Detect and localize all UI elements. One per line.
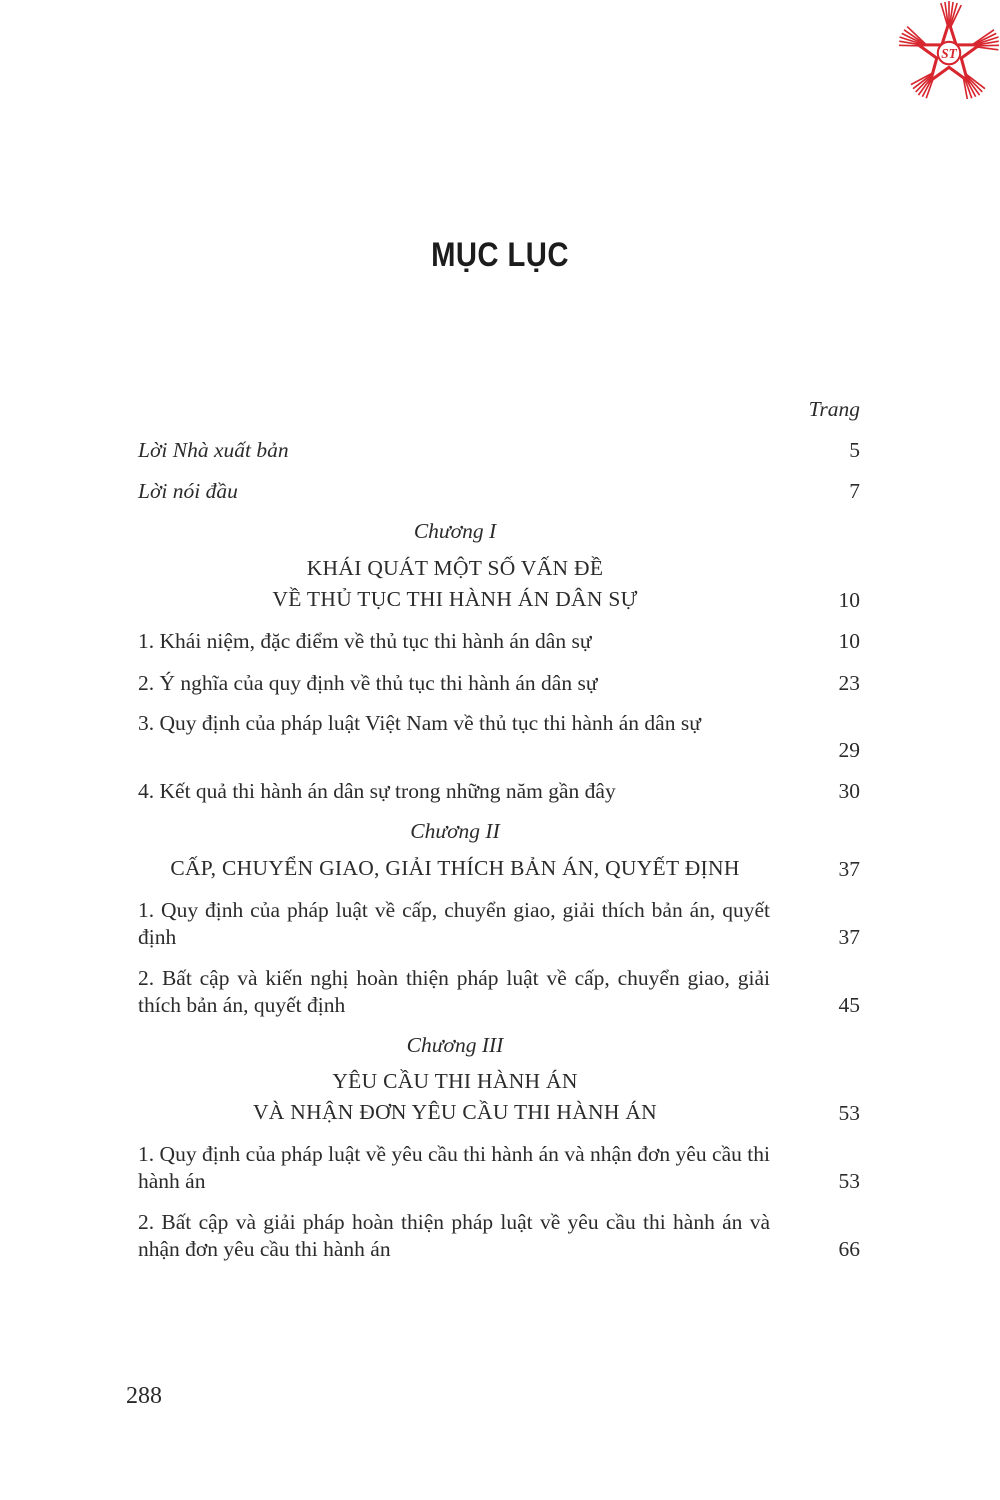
toc-page-number: 37: [838, 857, 860, 881]
chapter-heading[interactable]: VÀ NHẬN ĐƠN YÊU CẦU THI HÀNH ÁN: [252, 1100, 658, 1124]
toc-page-number: 29: [838, 738, 860, 762]
toc-section[interactable]: 3. Quy định của pháp luật Việt Nam về thủ tục thi hành án dân sự: [138, 711, 701, 735]
toc-page-number: 45: [838, 993, 860, 1017]
toc-section[interactable]: 2. Bất cập và kiến nghị hoàn thiện pháp luật về cấp, chuyển giao, giải thích bản án, quyết định: [138, 966, 770, 1017]
toc-section[interactable]: 4. Kết quả thi hành án dân sự trong những năm gần đây: [138, 779, 616, 803]
toc-page-number: 53: [838, 1101, 860, 1125]
toc-section[interactable]: 2. Ý nghĩa của quy định về thủ tục thi hành án dân sự: [138, 671, 598, 695]
page-column-label: Trang: [808, 397, 860, 421]
chapter-heading[interactable]: YÊU CẦU THI HÀNH ÁN: [332, 1069, 578, 1093]
toc-section[interactable]: 2. Bất cập và giải pháp hoàn thiện pháp luật về yêu cầu thi hành án và nhận đơn yêu cầu thi hành án: [138, 1210, 770, 1261]
toc-page-number: 7: [849, 479, 860, 503]
toc-section[interactable]: 1. Quy định của pháp luật về yêu cầu thi hành án và nhận đơn yêu cầu thi hành án: [138, 1142, 770, 1193]
toc-section[interactable]: 1. Quy định của pháp luật về cấp, chuyển giao, giải thích bản án, quyết định: [138, 898, 770, 949]
chapter-heading[interactable]: VỀ THỦ TỤC THI HÀNH ÁN DÂN SỰ: [272, 587, 638, 611]
page-title: MỤC LỤC: [431, 236, 569, 274]
chapter-heading[interactable]: KHÁI QUÁT MỘT SỐ VẤN ĐỀ: [306, 556, 604, 580]
toc-entry-preface[interactable]: Lời nói đầu: [138, 479, 238, 503]
toc-page-number: 10: [838, 588, 860, 612]
toc-entry-publisher-note[interactable]: Lời Nhà xuất bản: [138, 438, 289, 462]
toc-section[interactable]: 1. Khái niệm, đặc điểm về thủ tục thi hành án dân sự: [138, 629, 592, 653]
toc-page-number: 53: [838, 1169, 860, 1193]
svg-text:ST: ST: [941, 46, 957, 62]
toc-page-number: 10: [838, 629, 860, 653]
chapter-heading[interactable]: CẤP, CHUYỂN GIAO, GIẢI THÍCH BẢN ÁN, QUYẾT ĐỊNH: [170, 856, 740, 880]
chapter-label: Chương III: [406, 1033, 504, 1057]
page-number: 288: [126, 1383, 162, 1409]
publisher-logo: [898, 0, 1000, 102]
chapter-label: Chương I: [413, 519, 497, 543]
toc-page-number: 66: [838, 1237, 860, 1261]
toc-page-number: 23: [838, 671, 860, 695]
toc-page-number: 5: [849, 438, 860, 462]
toc-page-number: 37: [838, 925, 860, 949]
chapter-label: Chương II: [410, 819, 500, 843]
toc-page-number: 30: [838, 779, 860, 803]
